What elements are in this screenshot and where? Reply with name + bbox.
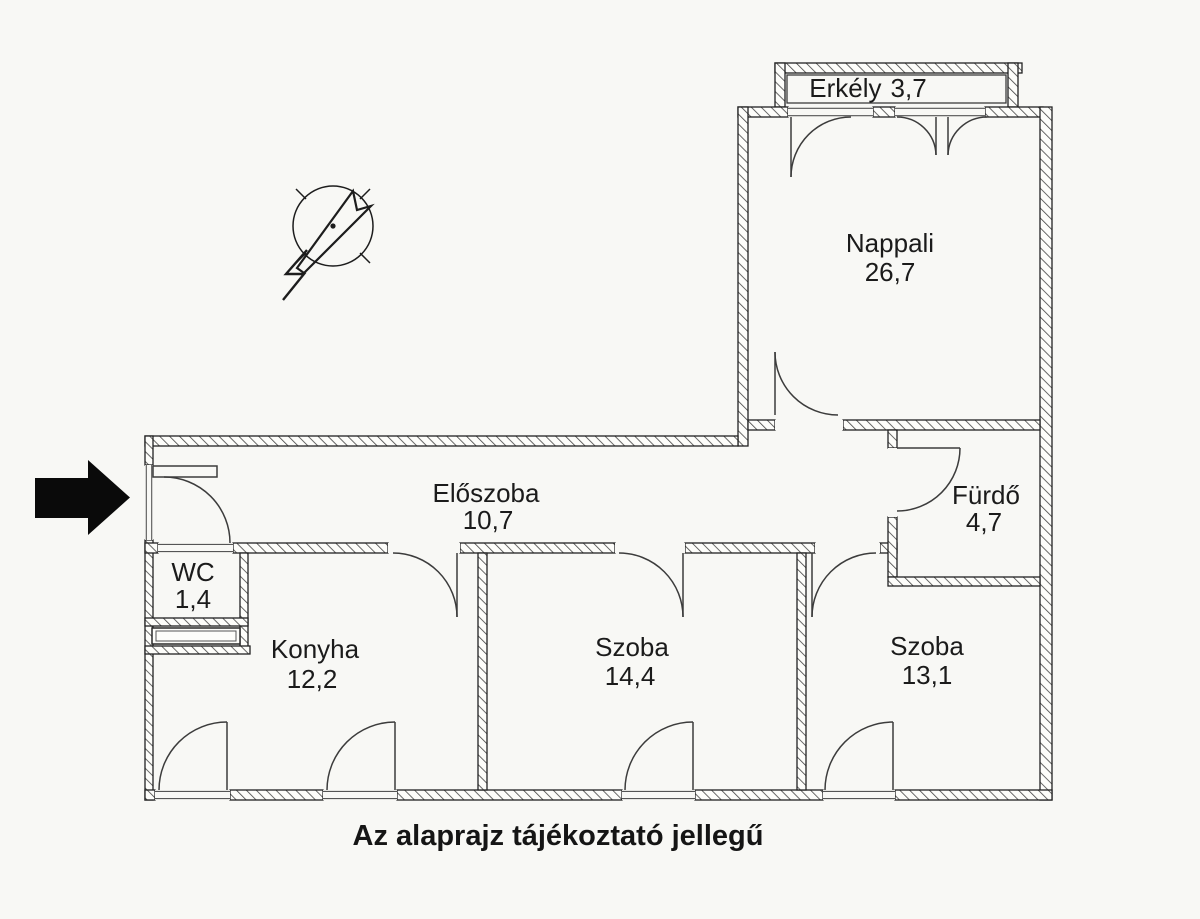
- door-swing: [791, 117, 851, 177]
- wall-segment: [1040, 107, 1052, 800]
- door-swing: [897, 448, 960, 511]
- entrance-door-swing: [164, 477, 230, 543]
- wall-segment: [145, 646, 250, 654]
- room-area-wc: 1,4: [174, 584, 212, 614]
- window-swing: [625, 722, 693, 790]
- door-swing: [393, 553, 457, 617]
- window-swing: [897, 117, 936, 155]
- window-swing: [327, 722, 395, 790]
- opening: [815, 543, 880, 553]
- wall-segment: [397, 790, 622, 800]
- room-area-eloszoba: 10,7: [462, 505, 514, 535]
- compass-needle: [297, 191, 371, 273]
- room-area-furdo: 4,7: [965, 507, 1003, 537]
- openings: [145, 107, 985, 800]
- compass-tick: [360, 189, 370, 199]
- door-swing: [812, 553, 876, 617]
- cabinet-outline: [152, 628, 240, 644]
- wall-segment: [478, 553, 487, 790]
- compass-center-dot: [330, 223, 335, 228]
- wall-segment: [145, 540, 153, 800]
- room-area-nappali: 26,7: [864, 257, 916, 287]
- wall-segment: [797, 553, 806, 790]
- compass-tick: [360, 253, 370, 263]
- door-swings: [153, 117, 987, 617]
- wall-segment: [145, 618, 248, 626]
- door-swing: [619, 553, 683, 617]
- wall-segment: [233, 543, 388, 553]
- room-area-szoba-2: 13,1: [901, 660, 953, 690]
- wall-segment: [685, 543, 815, 553]
- room-label-konyha: Konyha: [270, 634, 360, 664]
- room-label-furdo: Fürdő: [952, 480, 1020, 510]
- opening: [388, 543, 460, 553]
- window-swing: [948, 117, 987, 155]
- wall-segment: [145, 790, 155, 800]
- wall-segment: [240, 553, 248, 652]
- wall-segment: [888, 577, 1040, 586]
- wall-segment: [888, 430, 897, 448]
- wall-segment: [145, 436, 153, 465]
- room-label-szoba-1: Szoba: [595, 632, 669, 662]
- compass-north-arrow-icon: [283, 186, 373, 300]
- wall-segment: [985, 107, 1043, 117]
- window-swing: [825, 722, 893, 790]
- window-swing: [159, 722, 227, 790]
- wall-segment: [748, 420, 775, 430]
- room-area-szoba-1: 14,4: [604, 661, 656, 691]
- compass-tick: [296, 189, 306, 199]
- opening: [615, 543, 685, 553]
- wall-segment: [145, 436, 738, 446]
- door-swing: [775, 352, 838, 415]
- wall-segment: [1008, 63, 1018, 107]
- opening: [888, 448, 897, 517]
- room-label-nappali: Nappali: [845, 228, 935, 258]
- wall-segment: [695, 790, 823, 800]
- wall-segment: [775, 63, 785, 107]
- room-label-szoba-2: Szoba: [890, 631, 964, 661]
- wall-segment: [873, 107, 895, 117]
- room-label-eloszoba: Előszoba: [432, 478, 540, 508]
- wall-segment: [230, 790, 323, 800]
- room-label-erkely: Erkély 3,7: [809, 73, 927, 103]
- wall-segment: [145, 543, 158, 553]
- built-in-cabinet: [152, 628, 240, 644]
- wall-segment: [738, 107, 748, 446]
- opening: [775, 420, 843, 430]
- wall-segment: [895, 790, 1052, 800]
- plan-caption: Az alaprajz tájékoztató jellegű: [352, 820, 764, 852]
- wall-segment: [460, 543, 615, 553]
- wall-segment: [775, 63, 1022, 73]
- window-swings: [159, 722, 893, 790]
- entrance-direction-arrow-icon: [35, 460, 130, 535]
- room-label-wc: WC: [171, 557, 215, 587]
- wall-segment: [843, 420, 1040, 430]
- room-area-konyha: 12,2: [286, 664, 338, 694]
- wall-segment: [888, 517, 897, 577]
- entrance-door-leaf: [153, 466, 217, 477]
